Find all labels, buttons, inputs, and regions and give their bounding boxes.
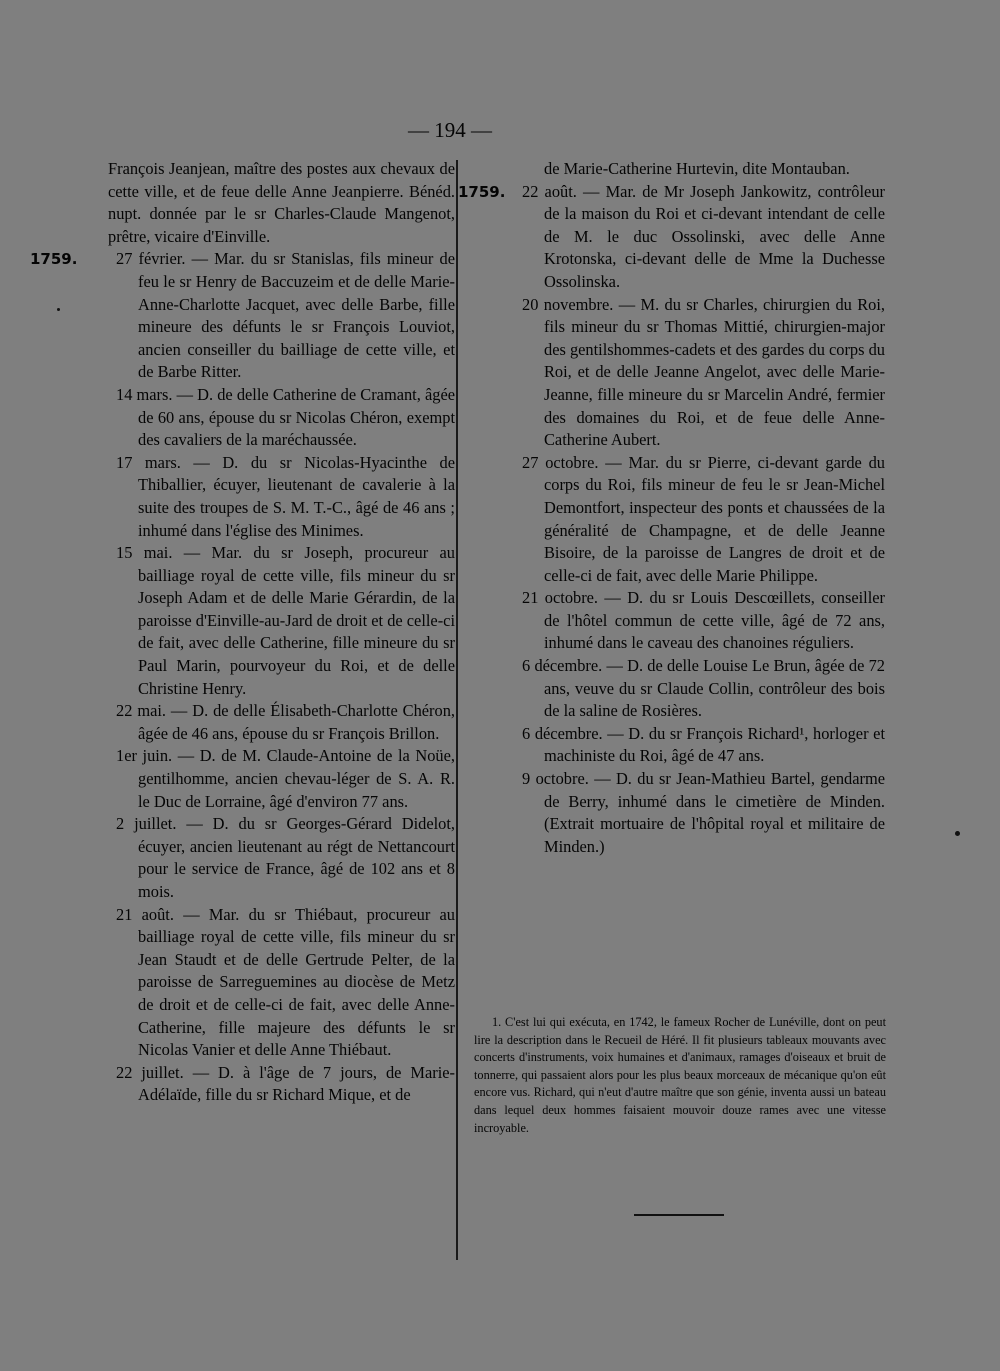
register-entry [460,452,885,588]
entry-text: 22 mai. — D. de delle Élisabeth-Charlotte Chéron, âgée de 46 ans, épouse du sr François Brillon. [116,701,455,743]
footnote-rule [634,1214,724,1216]
entry-text: 15 mai. — Mar. du sr Joseph, procureur au bailliage royal de cette ville, fils mineur du sr Joseph Adam et de delle Marie Gérardin, de la paroisse d'Einville-au-Jard de droit et de celle-ci de fait, avec delle Catherine, fille mineure du sr Paul Marin, pourvoyeur du Roi, et de delle Christine Henry. [116,543,455,698]
entry-text: 27 février. — Mar. du sr Stanislas, fils mineur de feu le sr Henry de Baccuzeim et de delle Marie-Anne-Charlotte Jacquet, avec delle Barbe, fille mineure des défunts le sr François Louviot, ancien conseiller du bailliage de cette ville, et de Barbe Ritter. [116,249,455,382]
right-continuation: de Marie-Catherine Hurtevin, dite Montauban. [544,159,850,178]
left-column [30,158,455,1107]
register-entry [460,768,885,858]
entry-text: 27 octobre. — Mar. du sr Pierre, ci-devant garde du corps du Roi, fils mineur de feu le sr Jean-Michel Demontfort, inspecteur des ponts et chaussées de la généralité de Champagne, et de delle Jeanne Bisoire, de la paroisse de Langres de droit et de celle-ci de fait, avec delle Marie Philippe. [522,452,885,585]
scan-speck [57,308,60,311]
register-entry [30,384,455,452]
entry-text: 1er juin. — D. de M. Claude-Antoine de la Noüe, gentilhomme, ancien chevau-léger de S. A. R. le Duc de Lorraine, âgé d'environ 77 ans. [116,746,455,811]
entry-text: 21 août. — Mar. du sr Thiébaut, procureur au bailliage royal de cette ville, fils mineur du sr Jean Staudt et de delle Gertrude Pelter, de la paroisse de Sarreguemines au diocèse de Metz de droit et de celle-ci de fait, avec delle Anne-Catherine, fille majeure des défunts le sr Nicolas Vanier et delle Anne Thiébaut. [116,904,455,1060]
entry-text: 22 juillet. — D. à l'âge de 7 jours, de Marie-Adélaïde, fille du sr Richard Mique, et de [116,1062,455,1105]
scan-speck [955,831,960,836]
register-entry [460,294,885,452]
register-entry [30,813,455,903]
left-entries [30,248,455,1107]
entry-year: 1759. [30,250,78,269]
left-continuation: François Jeanjean, maître des postes aux chevaux de cette ville, et de feue delle Anne Jeanpierre. Bénéd. nupt. donnée par le sr Charles-Claude Mangenot, prêtre, vicaire d'Einville. [108,159,455,246]
column-divider [456,160,458,1260]
register-entry [30,452,455,542]
entry-text: 2 juillet. — D. du sr Georges-Gérard Didelot, écuyer, ancien lieutenant au régt de Nettancourt pour le service de France, âgé de 102 ans et 8 mois. [116,814,455,901]
entry-text: 22 août. — Mar. de Mr Joseph Jankowitz, contrôleur de la maison du Roi et ci-devant intendant de celle de M. le duc Ossolinski, avec delle Anne Krotonska, ci-devant delle de Mme la Duchesse Ossolinska. [522,181,885,291]
register-entry [460,587,885,655]
register-entry [30,248,455,384]
page-number: — 194 — [408,118,492,142]
register-entry [30,700,455,745]
entry-year: 1759. [458,182,506,201]
register-entry [30,745,455,813]
register-entry [460,181,885,294]
right-entries [460,181,885,859]
register-entry [460,655,885,723]
footnote: 1. C'est lui qui exécuta, en 1742, le fameux Rocher de Lunéville, dont on peut lire la description dans le Recueil de Héré. Il fit plusieurs tableaux mouvants avec concerts d'instruments, voix humaines et d'animaux, ramages d'oiseaux et bruit de tonnerre, qui passaient alors pour les plus beaux morceaux de mécanique qu'on eût encore vus. Richard, qui n'eut d'autre maître que son génie, inventa aussi un bateau dans lequel deux hommes faisaient mouvoir douze rames avec une vitesse incroyable. [474,1015,886,1135]
entry-text: 17 mars. — D. du sr Nicolas-Hyacinthe de Thiballier, écuyer, lieutenant de cavalerie à la suite des troupes de S. M. T.-C., âgé de 46 ans ; inhumé dans l'église des Minimes. [116,452,455,540]
right-column [460,158,885,858]
register-entry [30,1062,455,1107]
entry-text: 21 octobre. — D. du sr Louis Descœillets, conseiller de l'hôtel commun de cette ville, âgé de 72 ans, inhumé dans le caveau des chanoines réguliers. [522,588,885,653]
register-entry [460,723,885,768]
entry-text: 20 novembre. — M. du sr Charles, chirurgien du Roi, fils mineur du sr Thomas Mittié, chirurgien-major des gentilshommes-cadets et des gardes du corps du Roi, et de delle Jeanne Angelot, avec delle Marie-Jeanne, fille mineure du sr Marcelin André, fermier des domaines du Roi, et de feue delle Anne-Catherine Aubert. [522,294,885,450]
entry-text: 6 décembre. — D. du sr François Richard¹, horloger et machiniste du Roi, âgé de 47 ans. [522,723,885,766]
entry-text: 6 décembre. — D. de delle Louise Le Brun, âgée de 72 ans, veuve du sr Claude Collin, contrôleur des bois de la saline de Rosières. [522,656,885,721]
entry-text: 14 mars. — D. de delle Catherine de Cramant, âgée de 60 ans, épouse du sr Nicolas Chéron, exempt des cavaliers de la maréchaussée. [116,384,455,450]
register-entry [30,542,455,700]
entry-text: 9 octobre. — D. du sr Jean-Mathieu Bartel, gendarme de Berry, inhumé dans le cimetière de Minden. (Extrait mortuaire de l'hôpital royal et militaire de Minden.) [522,769,885,856]
register-entry [30,904,455,1062]
